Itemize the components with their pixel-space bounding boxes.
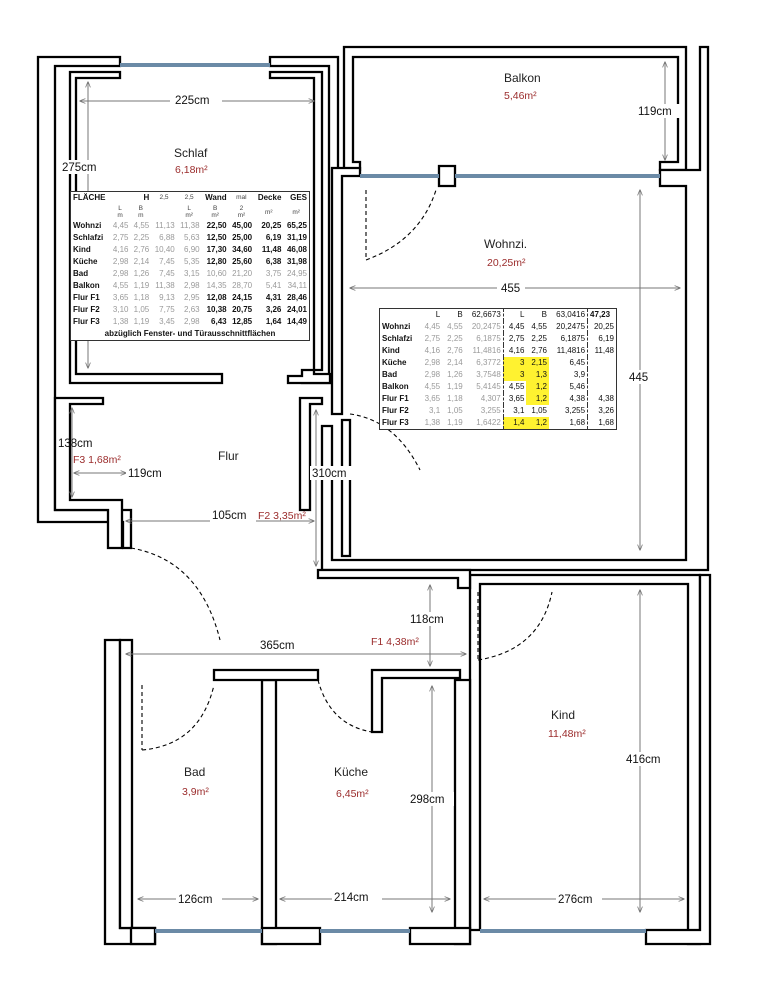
table-left-cell: 7,75	[159, 305, 175, 314]
dim-119b: 119cm	[128, 468, 162, 480]
dim-365: 365cm	[260, 640, 295, 652]
table-right-header-cell: 47,23	[590, 310, 611, 319]
dim-416: 416cm	[626, 754, 661, 766]
table-left-subheader-top: L	[118, 205, 122, 212]
table-left-subheader-top: B	[212, 205, 218, 212]
table-row	[71, 280, 310, 292]
table-right-cell: 1,68	[598, 418, 614, 427]
table-right-cell: 2,25	[531, 334, 547, 343]
table-left-subheader-top: B	[138, 205, 144, 212]
wall-flur-stub	[300, 398, 322, 510]
table-left-header-row	[71, 192, 310, 205]
table-left-cell: 6,90	[184, 245, 200, 254]
table-left-cell: 2,98	[112, 269, 129, 278]
wall-flur-bottom-left	[108, 548, 131, 640]
table-left-cell: 24,95	[286, 269, 307, 278]
table-right-cell: 4,38	[598, 394, 614, 403]
table-right-cell: 3,65	[424, 394, 441, 403]
table-left-cell: 4,45	[112, 221, 129, 230]
table-left-cell: 1,64	[265, 317, 282, 326]
table-left-cell: 9,13	[159, 293, 175, 302]
table-right-cell: 1,6422	[476, 418, 501, 427]
table-right-cell: 6,3772	[476, 358, 501, 367]
table-left-cell: 31,19	[286, 233, 307, 242]
table-left-cell: 3,10	[112, 305, 129, 314]
table-right-cell: 1,2	[526, 417, 549, 430]
table-right-cell: 1,2	[526, 393, 549, 405]
table-row	[71, 304, 310, 316]
table-left-cell: 3,26	[265, 305, 282, 314]
table-right-cell: 11,4816	[549, 345, 588, 357]
table-right-cell: 11,48	[594, 346, 614, 355]
table-left-subheader-cell	[130, 204, 151, 220]
table-left-cell: 2,14	[133, 257, 150, 266]
table-left-cell: 21,20	[232, 269, 253, 278]
table-left-cell: 1,18	[133, 293, 150, 302]
table-right-cell: 3	[503, 369, 526, 381]
room-schlaf-area: 6,18m²	[175, 164, 208, 176]
room-kind-name: Kind	[551, 708, 576, 722]
table-right-cell: 2,25	[447, 334, 463, 343]
table-right-cell: 2,14	[447, 358, 463, 367]
table-right-cell: 6,1875	[476, 334, 501, 343]
table-left-cell: 2,63	[184, 305, 200, 314]
table-left-cell: Schlafzi	[73, 233, 104, 242]
table-left-cell: 11,13	[155, 221, 175, 230]
table-left-cell: 2,98	[184, 317, 200, 326]
room-balkon-name: Balkon	[504, 71, 541, 85]
wall-bottom-mid2	[410, 928, 470, 944]
table-left-cell: 6,43	[211, 317, 227, 326]
table-right-cell: 4,16	[424, 346, 441, 355]
table-left-cell: Flur F3	[73, 317, 100, 326]
table-left-cell: Bad	[73, 269, 89, 278]
table-left-cell: 28,70	[232, 281, 253, 290]
table-left-cell: 20,25	[261, 221, 282, 230]
table-row	[71, 244, 310, 256]
table-left-cell: 3,75	[265, 269, 282, 278]
table-right-header-cell: B	[457, 310, 463, 319]
table-left-subheader-cell	[110, 204, 131, 220]
dim-276: 276cm	[558, 894, 593, 906]
table-left-cell: Kind	[73, 245, 91, 254]
table-left-header-cell: 2,5	[184, 194, 194, 201]
table-right-cell: 1,05	[447, 406, 463, 415]
table-left-cell: 1,05	[133, 305, 150, 314]
table-right-cell: 2,76	[531, 346, 547, 355]
table-right-cell: 2,75	[424, 334, 441, 343]
table-left-cell: 4,55	[112, 281, 129, 290]
wall-balkon-outer	[344, 47, 686, 170]
table-right-cell: 1,26	[447, 370, 463, 379]
wall-wohnzi-left	[332, 168, 360, 414]
table-left-subheader-unit: m²	[292, 208, 300, 216]
table-right-cell: 3,9	[549, 369, 588, 381]
table-left-cell: 24,01	[286, 305, 307, 314]
table-left-cell: 1,19	[133, 281, 150, 290]
table-row	[380, 321, 617, 333]
table-right-cell	[588, 369, 617, 381]
dim-225: 225cm	[175, 95, 210, 107]
table-left-subheader-cell	[283, 204, 309, 220]
table-right-cell: 1,38	[424, 418, 441, 427]
table-left-subheader-cell	[202, 204, 229, 220]
table-right-cell: 5,46	[549, 381, 588, 393]
table-left-cell: 4,55	[133, 221, 150, 230]
table-left-header-cell: H	[143, 193, 150, 202]
dim-275: 275cm	[62, 162, 97, 174]
room-bad-name: Bad	[184, 765, 206, 779]
table-left-cell: 20,75	[232, 305, 253, 314]
table-right-cell: Küche	[382, 358, 407, 367]
dim-126: 126cm	[178, 894, 213, 906]
table-left-cell: Balkon	[73, 281, 100, 290]
table-left-cell: 14,49	[286, 317, 307, 326]
table-left-cell: 4,31	[265, 293, 282, 302]
table-right-cell: 1,19	[447, 382, 463, 391]
table-left-cell: 2,75	[112, 233, 129, 242]
wall-bad-kueche	[262, 680, 276, 944]
room-bad-area: 3,9m²	[182, 786, 209, 798]
table-left-header-cell: mal	[236, 194, 247, 201]
table-left-cell: 25,60	[232, 257, 253, 266]
table-right-cell: 4,55	[424, 382, 441, 391]
table-left-cell: 12,50	[206, 233, 227, 242]
table-right-cell: 3,7548	[476, 370, 501, 379]
door-bad	[142, 685, 214, 750]
dim-105: 105cm	[212, 510, 247, 522]
table-row	[380, 369, 617, 381]
dim-455: 455	[501, 283, 521, 295]
table-left-cell: Flur F2	[73, 305, 100, 314]
table-right-cell: 3,255	[549, 405, 588, 417]
table-left-subheader-unit: m²	[264, 208, 273, 216]
table-left-cell: 12,85	[232, 317, 253, 326]
table-left-cell: 1,26	[133, 269, 150, 278]
table-left-cell: 34,11	[287, 281, 307, 290]
table-row	[380, 405, 617, 417]
table-right-cell: 6,19	[598, 334, 614, 343]
table-row	[380, 345, 617, 357]
table-left-cell: 5,63	[184, 233, 200, 242]
table-left-cell: 3,15	[184, 269, 200, 278]
table-left-header-cell: 2,5	[159, 194, 169, 201]
table-left-subheader-unit: m	[117, 212, 123, 219]
table-left-cell: 6,38	[265, 257, 282, 266]
table-right-cell: 3,26	[598, 406, 614, 415]
room-schlaf-name: Schlaf	[174, 146, 208, 160]
table-row	[71, 232, 310, 244]
table-right-cell: 20,25	[593, 322, 614, 331]
table-right-header-cell: 63,0416	[549, 309, 588, 322]
table-row	[71, 220, 310, 232]
table-right-cell: 1,68	[549, 417, 588, 430]
table-right-cell: 2,76	[447, 346, 463, 355]
table-right-cell: 1,05	[531, 406, 547, 415]
table-left-cell: 3,45	[159, 317, 175, 326]
table-row	[71, 316, 310, 328]
table-right-cell: 1,18	[447, 394, 463, 403]
table-right-cell: 4,45	[503, 321, 526, 333]
table-right-cell: 4,55	[503, 381, 526, 393]
table-row	[380, 357, 617, 369]
wall-balkon-post	[439, 166, 455, 186]
table-right-cell: 1,4	[503, 417, 526, 430]
wall-bad-top	[214, 670, 318, 680]
table-left-cell: 11,38	[155, 281, 175, 290]
table-left-subheader-cell	[177, 204, 202, 220]
table-left-cell: 2,98	[184, 281, 200, 290]
table-right-cell: 4,307	[480, 394, 501, 403]
table-left-subheader-unit: m²	[237, 212, 246, 219]
wall-bad-right	[120, 640, 132, 928]
room-kueche-area: 6,45m²	[336, 788, 369, 800]
table-left-cell: 11,48	[261, 245, 282, 254]
dim-118: 118cm	[410, 614, 444, 626]
table-left-header-cell: Decke	[257, 193, 282, 202]
table-left-cell: 12,80	[206, 257, 227, 266]
dim-119a: 119cm	[638, 106, 672, 118]
wall-kind-top-stub	[318, 570, 470, 588]
dim-445: 445	[629, 372, 649, 384]
table-left-cell: 31,98	[286, 257, 307, 266]
table-left-cell: 65,25	[286, 221, 307, 230]
table-left-cell: 10,40	[154, 245, 175, 254]
wall-bottom-mid	[262, 928, 320, 944]
table-right-cell: 2,98	[424, 358, 441, 367]
table-left-cell: 6,19	[265, 233, 282, 242]
table-left-cell: Küche	[73, 257, 98, 266]
table-right-cell: Flur F3	[382, 418, 409, 427]
room-balkon-area: 5,46m²	[504, 90, 537, 102]
table-right-cell: Bad	[382, 370, 398, 379]
table-row	[71, 256, 310, 268]
table-left-cell: 7,45	[159, 269, 175, 278]
table-left-subheader-cell	[254, 204, 283, 220]
table-right-cell: 4,55	[531, 322, 547, 331]
table-left-cell: 2,95	[184, 293, 200, 302]
table-right-cell: 4,38	[549, 393, 588, 405]
table-left-header-cell: FLÄCHE	[73, 193, 106, 202]
table-left-cell: 22,50	[206, 221, 227, 230]
room-kueche-name: Küche	[334, 765, 369, 779]
table-right-cell: 4,16	[503, 345, 526, 357]
table-left-cell: 4,16	[112, 245, 129, 254]
table-left-subheader-cell	[229, 204, 255, 220]
table-right-cell: 3	[503, 357, 526, 369]
table-left-cell: 17,30	[206, 245, 227, 254]
table-row	[380, 417, 617, 430]
table-left-cell: 24,15	[232, 293, 253, 302]
table-left-cell: 25,00	[232, 233, 253, 242]
table-left-cell: Flur F1	[73, 293, 100, 302]
table-right-cell: 1,2	[526, 381, 549, 393]
table-right-cell: Schlafzi	[382, 334, 413, 343]
dimension-lines	[72, 62, 684, 912]
table-left-subheader-top: L	[187, 205, 191, 212]
table-left-subheader-unit: m²	[211, 212, 219, 219]
table-left-cell: 46,08	[286, 245, 307, 254]
table-left-note: abzüglich Fenster- und Türausschnittflächen	[104, 329, 276, 338]
table-right-cell: 3,1	[429, 406, 441, 415]
table-right-cell: Kind	[382, 346, 400, 355]
table-right-cell: 3,65	[503, 393, 526, 405]
dim-214: 214cm	[334, 892, 369, 904]
table-left-cell: 11,38	[180, 221, 200, 230]
table-left-cell: 12,08	[206, 293, 227, 302]
table-right-header-cell: L	[503, 309, 526, 322]
room-flur-name: Flur	[218, 449, 239, 463]
table-row	[380, 333, 617, 345]
door-kind	[478, 592, 552, 660]
table-left-cell: 1,19	[133, 317, 150, 326]
wall-kueche-right	[455, 680, 470, 944]
table-left-cell: 7,45	[159, 257, 175, 266]
area-table-right	[379, 308, 617, 430]
table-right-cell: 20,2475	[471, 322, 501, 331]
table-left-note-row	[71, 328, 310, 341]
table-right-cell: 2,98	[424, 370, 441, 379]
table-right-cell: 3,255	[480, 406, 501, 415]
table-left-header-cell	[110, 192, 131, 205]
door-flur-bottom	[131, 548, 220, 640]
table-row	[380, 393, 617, 405]
walls	[38, 47, 710, 944]
table-right-header-cell	[380, 309, 420, 322]
table-right-cell: 11,4816	[472, 346, 501, 355]
table-left-cell: Wohnzi	[73, 221, 102, 230]
table-left-subheader-unit: m	[138, 212, 144, 219]
table-right-cell: 4,55	[447, 322, 463, 331]
table-right-cell: 2,15	[526, 357, 549, 369]
table-left-cell: 34,60	[232, 245, 253, 254]
table-left-cell: 14,35	[206, 281, 227, 290]
dim-298: 298cm	[410, 794, 445, 806]
table-right-cell: 5,4145	[476, 382, 501, 391]
table-left-header-cell: GES	[290, 193, 307, 202]
table-row	[380, 381, 617, 393]
table-row	[71, 268, 310, 280]
table-right-header-cell: L	[435, 310, 441, 319]
area-table-left	[70, 191, 310, 341]
table-left-cell: 1,38	[112, 317, 129, 326]
table-right-cell: Wohnzi	[382, 322, 411, 331]
table-left-cell: 6,88	[159, 233, 175, 242]
table-left-subheader-cell	[151, 204, 177, 220]
table-right-cell: 1,3	[526, 369, 549, 381]
table-left-header-cell: Wand	[205, 193, 227, 202]
wall-kueche-top	[372, 670, 460, 732]
table-left-subheader-top: 2	[239, 205, 244, 212]
table-left-cell: 2,98	[112, 257, 129, 266]
table-left-subheader-unit: m²	[185, 212, 193, 219]
table-left-cell: 45,00	[232, 221, 253, 230]
dim-310: 310cm	[312, 468, 347, 480]
table-left-cell: 2,76	[133, 245, 150, 254]
wall-bottom-left2	[131, 928, 155, 944]
table-right-cell: 4,45	[424, 322, 441, 331]
room-wohnzi-name: Wohnzi.	[484, 237, 528, 251]
table-right-cell: 20,2475	[549, 321, 588, 333]
table-right-cell: Balkon	[382, 382, 409, 391]
table-right-cell: 1,19	[447, 418, 463, 427]
dim-138: 138cm	[58, 438, 93, 450]
table-left-cell: 5,35	[184, 257, 200, 266]
room-kind-area: 11,48m²	[548, 728, 586, 740]
label-f2: F2 3,35m²	[258, 510, 306, 522]
room-wohnzi-area: 20,25m²	[487, 257, 526, 269]
table-left-cell: 3,65	[112, 293, 129, 302]
table-left-cell: 2,25	[133, 233, 150, 242]
table-left-cell: 10,38	[206, 305, 227, 314]
table-right-header-row	[380, 309, 617, 322]
table-right-header-cell: 62,6673	[471, 310, 501, 319]
table-right-header-cell: B	[541, 310, 547, 319]
table-right-cell: 2,75	[503, 333, 526, 345]
table-right-cell: 3,1	[503, 405, 526, 417]
table-right-cell: 6,45	[549, 357, 588, 369]
table-right-cell	[588, 381, 617, 393]
table-right-cell: Flur F2	[382, 406, 409, 415]
wall-wohnzi-inner	[342, 420, 350, 556]
table-right-cell	[588, 357, 617, 369]
table-left-cell: 28,46	[286, 293, 307, 302]
table-right-cell: Flur F1	[382, 394, 409, 403]
table-right-cell: 6,1875	[549, 333, 588, 345]
label-f1: F1 4,38m²	[371, 636, 419, 648]
table-left-subheader-cell	[71, 204, 110, 220]
door-kueche	[318, 680, 372, 732]
table-left-cell: 5,41	[265, 281, 282, 290]
table-row	[71, 292, 310, 304]
label-f3: F3 1,68m²	[73, 454, 121, 466]
door-wohnzi	[366, 190, 436, 260]
table-left-subheader-row	[71, 204, 310, 220]
table-left-cell: 10,60	[206, 269, 227, 278]
